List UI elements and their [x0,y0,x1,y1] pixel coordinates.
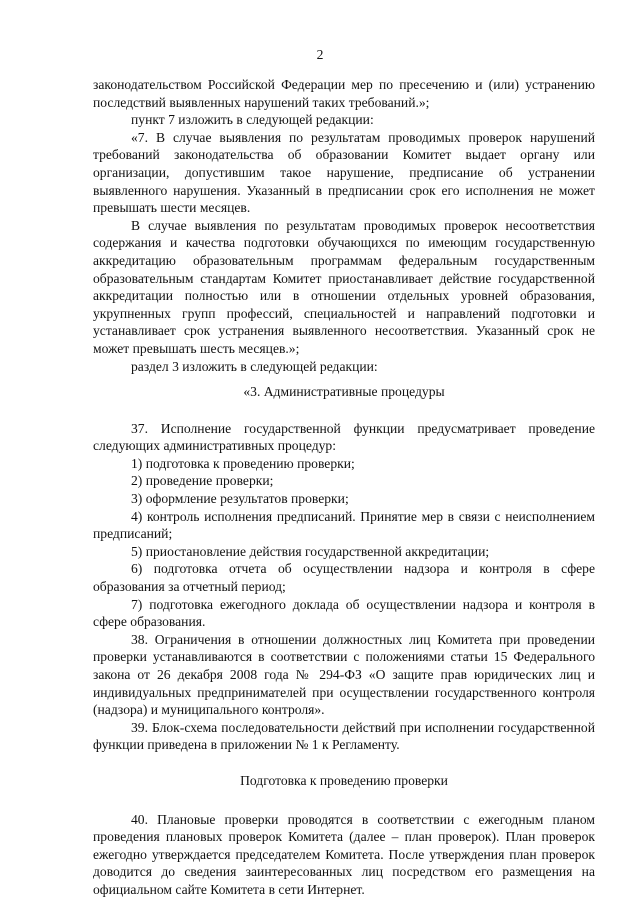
list-item-3: 3) оформление результатов проверки; [131,491,349,507]
document-body [93,76,595,899]
paragraph-continuation: законодательством Российской Федерации мер по пресечению и (или) устранению последствий выявленных нарушений таких требований.»; [93,77,595,110]
list-item-5: 5) приостановление действия государственной аккредитации; [131,543,490,559]
list-item-6: 6) подготовка отчета об осуществлении надзора и контроля в сфере образования за отчетный период; [93,561,595,595]
paragraph-point-7: «7. В случае выявления по результатам проводимых проверок нарушений требований законодательства об образовании Комитет выдает органу или организации, допустившим такое нарушение, предписание об устранении выявленного нарушения. Указанный в предписании срок его исполнения не может превышать шести месяцев. [93,129,595,216]
list-item-2: 2) проведение проверки; [131,473,274,489]
paragraph-amend-point-7: пункт 7 изложить в следующей редакции: [131,112,374,128]
paragraph-37: 37. Исполнение государственной функции предусматривает проведение следующих административных процедур: [93,420,595,454]
paragraph-amend-section-3: раздел 3 изложить в следующей редакции: [131,358,378,374]
paragraph-accreditation: В случае выявления по результатам проводимых проверок несоответствия содержания и качества подготовки обучающихся по имеющим государственную аккредитацию образовательным программам федеральным государственным образовательным стандартам Комитет приостанавливает действие государственной аккредитации полностью или в отношении отдельных уровней образования, укрупненных групп профессий, специальностей и направлений подготовки и устанавливает срок устранения выявленного несоответствия. Указанный срок не может превышать шесть месяцев.»; [93,217,595,356]
page-number: 2 [316,47,324,62]
paragraph-39: 39. Блок-схема последовательности действий при исполнении государственной функции приведена в приложении № 1 к Регламенту. [93,719,595,753]
list-item-1: 1) подготовка к проведению проверки; [131,455,355,471]
section-heading-preparation: Подготовка к проведению проверки [240,772,448,788]
paragraph-38: 38. Ограничения в отношении должностных лиц Комитета при проведении проверки устанавливаются в соответствии с положениями статьи 15 Федерального закона от 26 декабря 2008 года № 294-ФЗ «О защите прав юридических лиц и индивидуальных предпринимателей при осуществлении государственного контроля (надзора) и муниципального контроля». [93,631,595,718]
list-item-4: 4) контроль исполнения предписаний. Принятие мер в связи с неисполнением предписаний; [93,508,595,542]
section-heading-administrative-procedures: «3. Административные процедуры [243,384,445,400]
list-item-7: 7) подготовка ежегодного доклада об осуществлении надзора и контроля в сфере образования. [93,596,595,630]
paragraph-40: 40. Плановые проверки проводятся в соответствии с ежегодным планом проведения плановых проверок Комитета (далее – план проверок). План проверок ежегодно утверждается председателем Комитета. После утверждения план проверок доводится до сведения заинтересованных лиц посредством его размещения на официальном сайте Комитета в сети Интернет. [93,811,595,897]
